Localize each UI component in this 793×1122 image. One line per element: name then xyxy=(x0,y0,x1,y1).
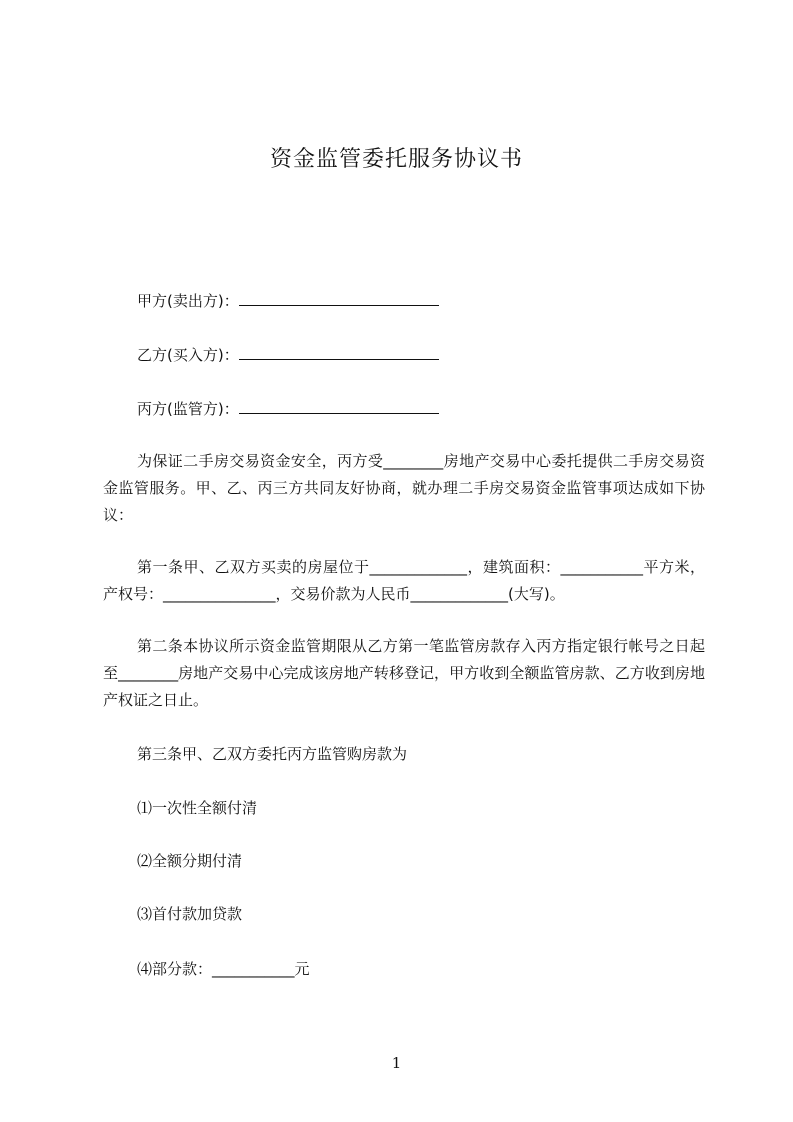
article-1-text-1: 第一条甲、乙双方买卖的房屋位于 xyxy=(137,558,370,576)
article-1-text-2: ，建筑面积： xyxy=(466,558,561,576)
party-b-line xyxy=(137,343,439,367)
article-1-text-3: 平方米，产权号： xyxy=(103,558,705,603)
intro-blank: ________ xyxy=(383,452,444,470)
option-1: ⑴一次性全额付清 xyxy=(137,799,258,817)
intro-text-1: 为保证二手房交易资金安全，丙方受 xyxy=(137,452,384,470)
party-c-label: 丙方(监管方)： xyxy=(137,400,239,418)
page-number: 1 xyxy=(391,1054,402,1072)
article-2-paragraph xyxy=(103,633,705,714)
article-2-blank: ________ xyxy=(118,664,179,682)
party-a-line xyxy=(137,289,439,313)
party-a-blank xyxy=(239,289,439,306)
article-1-text-4: ，交易价款为人民币 xyxy=(275,585,411,603)
intro-text-2: 房地产交易中心委托提供二手房交易资金监管服务。甲、乙、丙三方共同友好协商，就办理二手房交易资金监管事项达成如下协议： xyxy=(103,452,705,524)
option-4-unit: 元 xyxy=(294,960,310,978)
article-1-title-no-blank: _______________ xyxy=(163,585,276,603)
article-1-paragraph xyxy=(103,554,705,608)
article-3-heading: 第三条甲、乙双方委托丙方监管购房款为 xyxy=(137,745,408,763)
article-2-text-2: 房地产交易中心完成该房地产转移登记，甲方收到全额监管房款、乙方收到房地产权证之日止。 xyxy=(103,664,705,709)
option-4-label: ⑷部分款： xyxy=(137,960,213,978)
article-1-text-5: (大写)。 xyxy=(508,585,565,603)
article-2-text-1: 第二条本协议所示资金监管期限从乙方第一笔监管房款存入丙方指定银行帐号之日起至 xyxy=(103,637,705,682)
article-1-price-blank: _____________ xyxy=(410,585,509,603)
party-c-line xyxy=(137,397,439,421)
document-title: 资金监管委托服务协议书 xyxy=(269,147,523,172)
option-3: ⑶首付款加贷款 xyxy=(137,905,243,923)
party-c-blank xyxy=(239,397,439,414)
party-a-label: 甲方(卖出方)： xyxy=(137,292,239,310)
article-1-area-blank: ___________ xyxy=(560,558,643,576)
party-b-blank xyxy=(239,343,439,360)
article-1-location-blank: _____________ xyxy=(369,558,467,576)
option-2: ⑵全额分期付清 xyxy=(137,852,243,870)
option-4 xyxy=(137,957,310,981)
intro-paragraph xyxy=(103,448,705,529)
party-b-label: 乙方(买入方)： xyxy=(137,346,239,364)
option-4-blank: ___________ xyxy=(212,960,295,978)
